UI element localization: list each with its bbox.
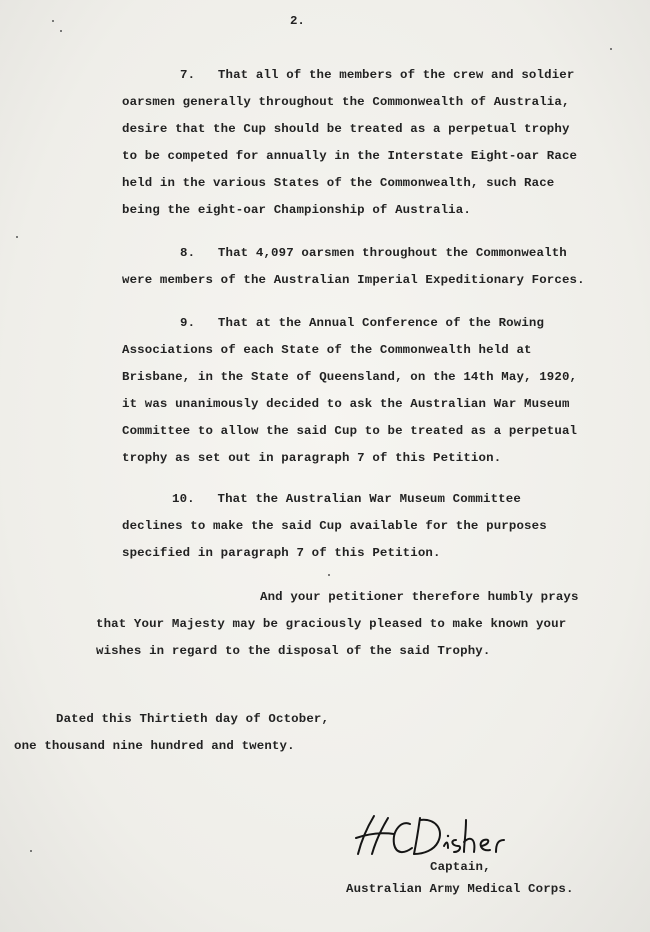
- handwritten-signature: [350, 808, 520, 864]
- paragraph-10-line-1: 10. That the Australian War Museum Committee: [172, 492, 521, 506]
- paragraph-9-line-4: it was unanimously decided to ask the Australian War Museum: [122, 397, 570, 411]
- paragraph-9-line-1: 9. That at the Annual Conference of the Rowing: [180, 316, 545, 330]
- scan-speck: [16, 236, 18, 238]
- dated-line-1: Dated this Thirtieth day of October,: [56, 712, 330, 726]
- paragraph-9-line-6: trophy as set out in paragraph 7 of this Petition.: [122, 451, 502, 465]
- paragraph-7-line-3: desire that the Cup should be treated as a perpetual trophy: [122, 122, 570, 136]
- prayer-line-3: wishes in regard to the disposal of the said Trophy.: [96, 644, 491, 658]
- paragraph-8-line-1: 8. That 4,097 oarsmen throughout the Commonwealth: [180, 246, 567, 260]
- paragraph-7-line-1: 7. That all of the members of the crew and soldier: [180, 68, 575, 82]
- scan-speck: [610, 48, 612, 50]
- paragraph-9-line-3: Brisbane, in the State of Queensland, on the 14th May, 1920,: [122, 370, 578, 384]
- paragraph-9-line-2: Associations of each State of the Commonwealth held at: [122, 343, 532, 357]
- paragraph-8-line-2: were members of the Australian Imperial Expeditionary Forces.: [122, 273, 585, 287]
- paragraph-10-line-2: declines to make the said Cup available for the purposes: [122, 519, 547, 533]
- paragraph-10-line-3: specified in paragraph 7 of this Petition.: [122, 546, 441, 560]
- prayer-line-1: And your petitioner therefore humbly prays: [260, 590, 579, 604]
- paragraph-7-line-4: to be competed for annually in the Interstate Eight-oar Race: [122, 149, 578, 163]
- signatory-title: Captain,: [430, 860, 491, 874]
- scan-speck: [328, 574, 330, 576]
- paragraph-7-line-5: held in the various States of the Commonwealth, such Race: [122, 176, 555, 190]
- paragraph-7-line-2: oarsmen generally throughout the Commonwealth of Australia,: [122, 95, 570, 109]
- prayer-line-2: that Your Majesty may be graciously pleased to make known your: [96, 617, 567, 631]
- scan-speck: [52, 20, 54, 22]
- scan-speck: [30, 850, 32, 852]
- page-number: 2.: [290, 14, 305, 28]
- scan-speck: [60, 30, 62, 32]
- signatory-unit: Australian Army Medical Corps.: [346, 882, 574, 896]
- paragraph-9-line-5: Committee to allow the said Cup to be treated as a perpetual: [122, 424, 578, 438]
- dated-line-2: one thousand nine hundred and twenty.: [14, 739, 295, 753]
- paragraph-7-line-6: being the eight-oar Championship of Australia.: [122, 203, 471, 217]
